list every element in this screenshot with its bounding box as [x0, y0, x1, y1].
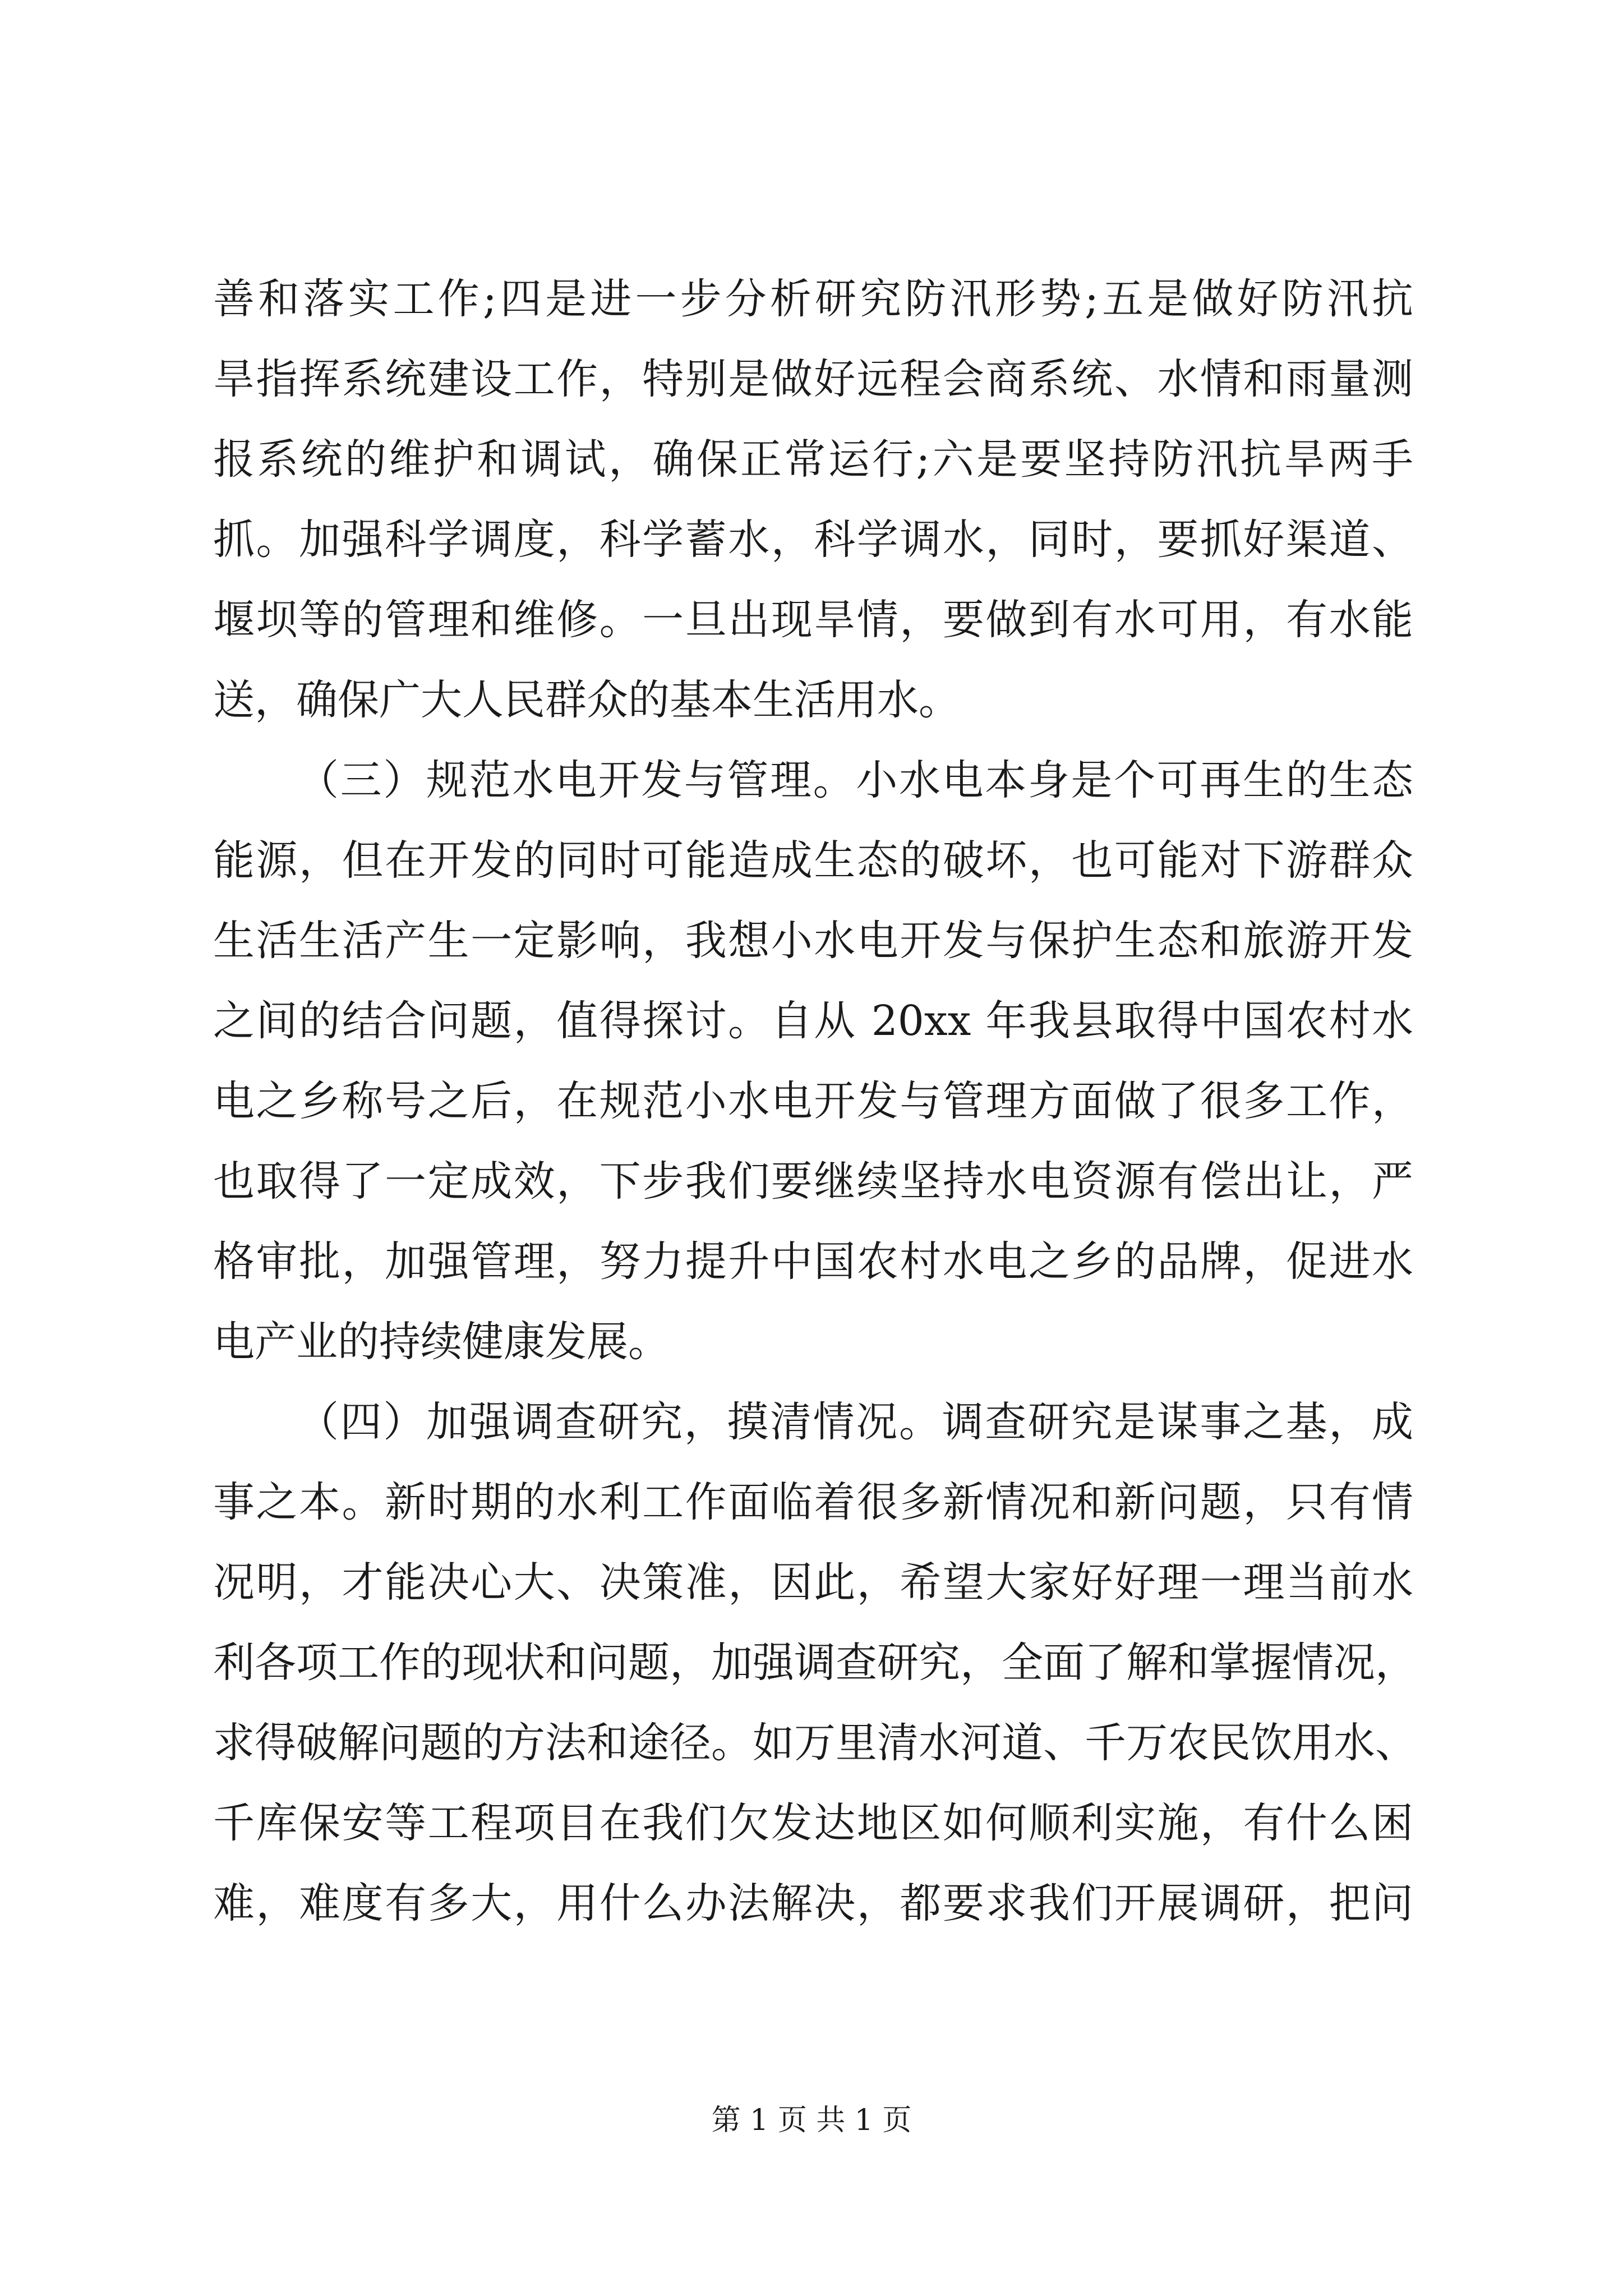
paragraph-2-line-8: 电产业的持续健康发展。	[213, 1318, 670, 1366]
paragraph-3-line-4: 利各项工作的现状和问题，加强调查研究，全面了解和掌握情况，	[213, 1639, 1417, 1687]
paragraph-1-line-6: 送，确保广大人民群众的基本生活用水。	[213, 676, 960, 724]
paragraph-2-line-4: 之间的结合问题，值得探讨。自从 20xx 年我县取得中国农村水	[213, 997, 1413, 1045]
page-number-label: 第 1 页 共 1 页	[711, 2104, 912, 2137]
paragraph-2-line-6: 也取得了一定成效，下步我们要继续坚持水电资源有偿出让，严	[213, 1157, 1413, 1205]
paragraph-1-line-1: 善和落实工作;四是进一步分析研究防汛形势;五是做好防汛抗	[213, 275, 1413, 323]
paragraph-1-line-3: 报系统的维护和调试，确保正常运行;六是要坚持防汛抗旱两手	[213, 435, 1413, 484]
paragraph-2-line-7: 格审批，加强管理，努力提升中国农村水电之乡的品牌，促进水	[213, 1237, 1413, 1286]
paragraph-1-line-4: 抓。加强科学调度，科学蓄水，科学调水，同时，要抓好渠道、	[213, 516, 1413, 564]
paragraph-3-line-7: 难，难度有多大，用什么办法解决，都要求我们开展调研，把问	[213, 1879, 1413, 1927]
paragraph-2-line-1: （三）规范水电开发与管理。小水电本身是个可再生的生态	[297, 756, 1413, 804]
paragraph-3-line-2: 事之本。新时期的水利工作面临着很多新情况和新问题，只有情	[213, 1478, 1413, 1526]
paragraph-3-line-3: 况明，才能决心大、决策准，因此，希望大家好好理一理当前水	[213, 1558, 1413, 1607]
paragraph-1-line-5: 堰坝等的管理和维修。一旦出现旱情，要做到有水可用，有水能	[213, 596, 1413, 644]
document-body	[213, 259, 1417, 1944]
paragraph-3-line-1: （四）加强调查研究，摸清情况。调查研究是谋事之基，成	[297, 1398, 1413, 1446]
page-footer	[0, 2098, 1623, 2143]
paragraph-3-line-5: 求得破解问题的方法和途径。如万里清水河道、千万农民饮用水、	[213, 1719, 1417, 1767]
paragraph-2-line-5: 电之乡称号之后，在规范小水电开发与管理方面做了很多工作，	[213, 1077, 1413, 1125]
paragraph-2-line-2: 能源，但在开发的同时可能造成生态的破坏，也可能对下游群众	[213, 836, 1413, 885]
paragraph-1-line-2: 旱指挥系统建设工作，特别是做好远程会商系统、水情和雨量测	[213, 355, 1413, 403]
paragraph-2-line-3: 生活生活产生一定影响，我想小水电开发与保护生态和旅游开发	[213, 917, 1413, 965]
paragraph-3-line-6: 千库保安等工程项目在我们欠发达地区如何顺利实施，有什么困	[213, 1799, 1413, 1847]
